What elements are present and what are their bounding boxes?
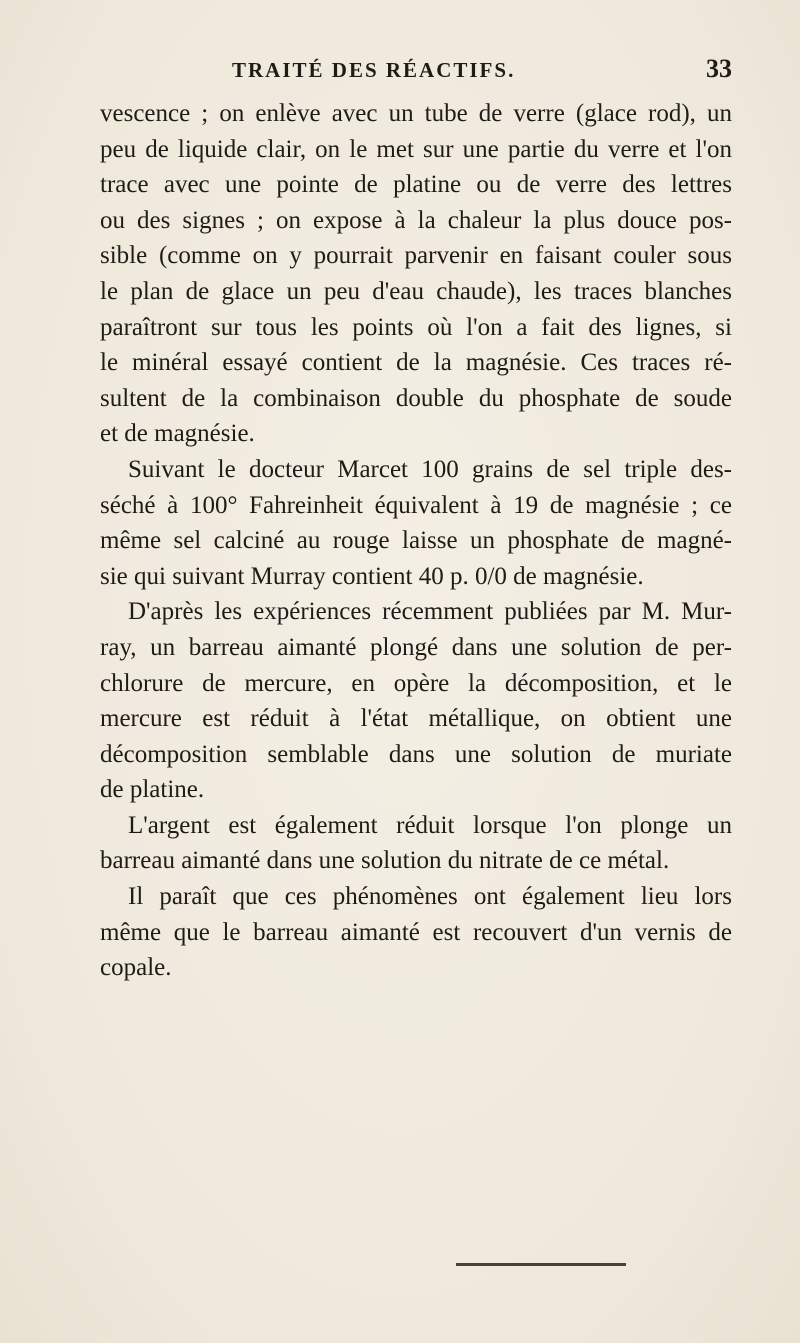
text-line: mercure est réduit à l'état métallique, on obtient une	[100, 705, 732, 733]
text-line: vescence ; on enlève avec un tube de verre (glace rod), un	[100, 100, 732, 127]
printer-rule	[456, 1263, 626, 1266]
text-line: peu de liquide clair, on le met sur une partie du verre et l'on	[100, 135, 732, 163]
text-line: et de magnésie.	[100, 420, 255, 448]
text-line: sible (comme on y pourrait parvenir en faisant couler sous	[100, 242, 732, 270]
paragraph-2	[100, 452, 732, 594]
text-line: Suivant le docteur Marcet 100 grains de sel triple des-	[128, 455, 732, 483]
text-line: même sel calciné au rouge laisse un phosphate de magné-	[100, 527, 732, 555]
text-line: séché à 100° Fahreinheit équivalent à 19 de magnésie ; ce	[100, 491, 732, 519]
text-line: paraîtront sur tous les points où l'on a fait des lignes, si	[100, 313, 732, 341]
text-line: même que le barreau aimanté est recouvert d'un vernis de	[100, 918, 732, 946]
paragraph-1	[100, 96, 732, 452]
page-number: 33	[706, 54, 732, 83]
text-line: sultent de la combinaison double du phosphate de soude	[100, 384, 732, 412]
text-line: trace avec une pointe de platine ou de verre des lettres	[100, 171, 732, 199]
text-line: barreau aimanté dans une solution du nitrate de ce métal.	[100, 847, 670, 875]
text-line: ou des signes ; on expose à la chaleur la plus douce pos-	[100, 206, 732, 234]
paragraph-4	[100, 808, 732, 879]
paragraph-3	[100, 594, 732, 808]
text-line: le plan de glace un peu d'eau chaude), les traces blanches	[100, 277, 732, 305]
text-line: copale.	[100, 954, 172, 982]
text-line: L'argent est également réduit lorsque l'on plonge un	[128, 811, 732, 839]
body-text	[100, 96, 732, 986]
text-line: décomposition semblable dans une solution de muriate	[100, 740, 732, 768]
text-line: D'après les expériences récemment publiées par M. Mur-	[128, 598, 732, 626]
running-head: TRAITÉ DES RÉACTIFS.	[232, 58, 516, 82]
text-line: le minéral essayé contient de la magnésie. Ces traces ré-	[100, 349, 732, 377]
text-line: Il paraît que ces phénomènes ont également lieu lors	[128, 883, 732, 911]
paragraph-5	[100, 879, 732, 986]
text-line: ray, un barreau aimanté plongé dans une solution de per-	[100, 633, 732, 661]
page-header	[100, 54, 732, 88]
text-line: sie qui suivant Murray contient 40 p. 0/0 de magnésie.	[100, 562, 644, 590]
text-line: chlorure de mercure, en opère la décomposition, et le	[100, 669, 732, 697]
text-line: de platine.	[100, 776, 205, 804]
